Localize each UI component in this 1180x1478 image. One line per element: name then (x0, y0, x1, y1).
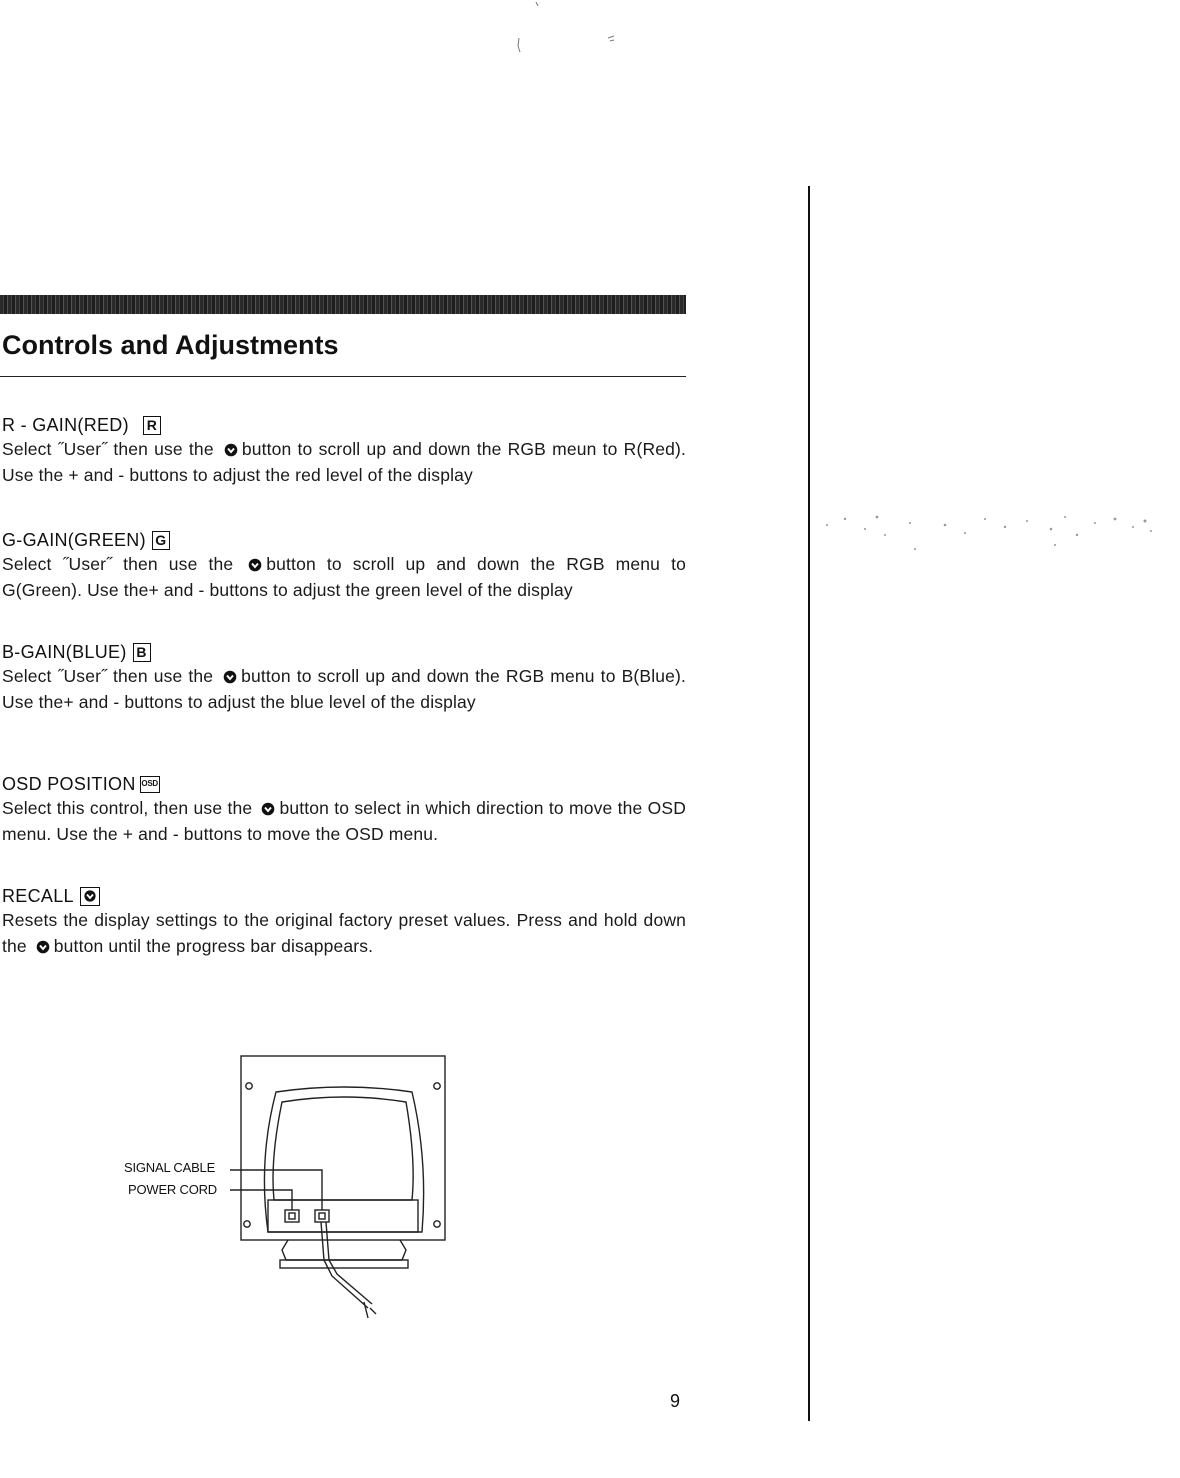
monitor-rear-diagram (110, 1050, 470, 1320)
page-title: Controls and Adjustments (2, 330, 339, 360)
body-text: Select ˝User˝ then use the (2, 554, 245, 574)
body-text: button to select in which direction to move the OSD menu. Use the + and - buttons to move the OSD menu. (2, 798, 686, 844)
body-text: button to scroll up and down the RGB menu to G(Green). Use the+ and - buttons to adjust the green level of the display (2, 554, 686, 600)
body-text: Select ˝User˝ then use the (2, 439, 220, 459)
b-gain-heading: B-GAIN(BLUE) (2, 642, 127, 662)
body-text: button to scroll up and down the RGB meun to R(Red). Use the + and - buttons to adjust the red level of the display (2, 439, 686, 485)
knob-button-icon (248, 558, 262, 572)
section-r-gain (2, 413, 686, 488)
g-gain-heading: G-GAIN(GREEN) (2, 530, 146, 550)
signal-cable-label: SIGNAL CABLE (124, 1160, 216, 1175)
knob-button-icon (223, 670, 237, 684)
section-heading (2, 640, 686, 664)
body-text: button until the progress bar disappears. (53, 935, 374, 956)
knob-button-icon (224, 443, 238, 457)
section-heading (2, 772, 686, 796)
g-gain-description (2, 552, 686, 603)
section-osd-position (2, 772, 686, 847)
knob-button-icon (261, 802, 275, 816)
osd-position-heading: OSD POSITION (2, 774, 136, 794)
recall-description (2, 908, 686, 959)
page-number: 9 (670, 1391, 681, 1411)
scan-noise-right (815, 505, 1165, 565)
power-cord-label: POWER CORD (128, 1182, 218, 1197)
osd-position-description (2, 796, 686, 847)
body-text: Resets the display settings to the original factory preset values. Press and hold down the (2, 910, 686, 956)
knob-button-icon (36, 940, 50, 954)
b-key-icon: B (133, 643, 151, 662)
body-text: Select ˝User˝ then use the (2, 666, 220, 686)
section-recall (2, 884, 686, 959)
section-b-gain (2, 640, 686, 715)
section-g-gain (2, 528, 686, 603)
header-banner (0, 295, 686, 314)
section-heading (2, 884, 686, 908)
recall-icon (80, 887, 100, 906)
r-key-icon: R (143, 416, 161, 435)
column-divider (808, 186, 810, 1421)
recall-knob-icon (83, 889, 97, 903)
b-gain-description (2, 664, 686, 715)
body-text: button to scroll up and down the RGB menu to B(Blue). Use the+ and - buttons to adjust the blue level of the display (2, 666, 686, 712)
scan-noise-top (500, 0, 640, 60)
recall-heading: RECALL (2, 886, 74, 906)
body-text: Select this control, then use the (2, 798, 258, 818)
osd-icon: OSD (140, 776, 160, 793)
section-heading (2, 413, 686, 437)
r-gain-description (2, 437, 686, 488)
title-underline (0, 376, 686, 377)
section-heading (2, 528, 686, 552)
g-key-icon: G (152, 531, 170, 550)
r-gain-heading: R - GAIN(RED) (2, 415, 129, 435)
